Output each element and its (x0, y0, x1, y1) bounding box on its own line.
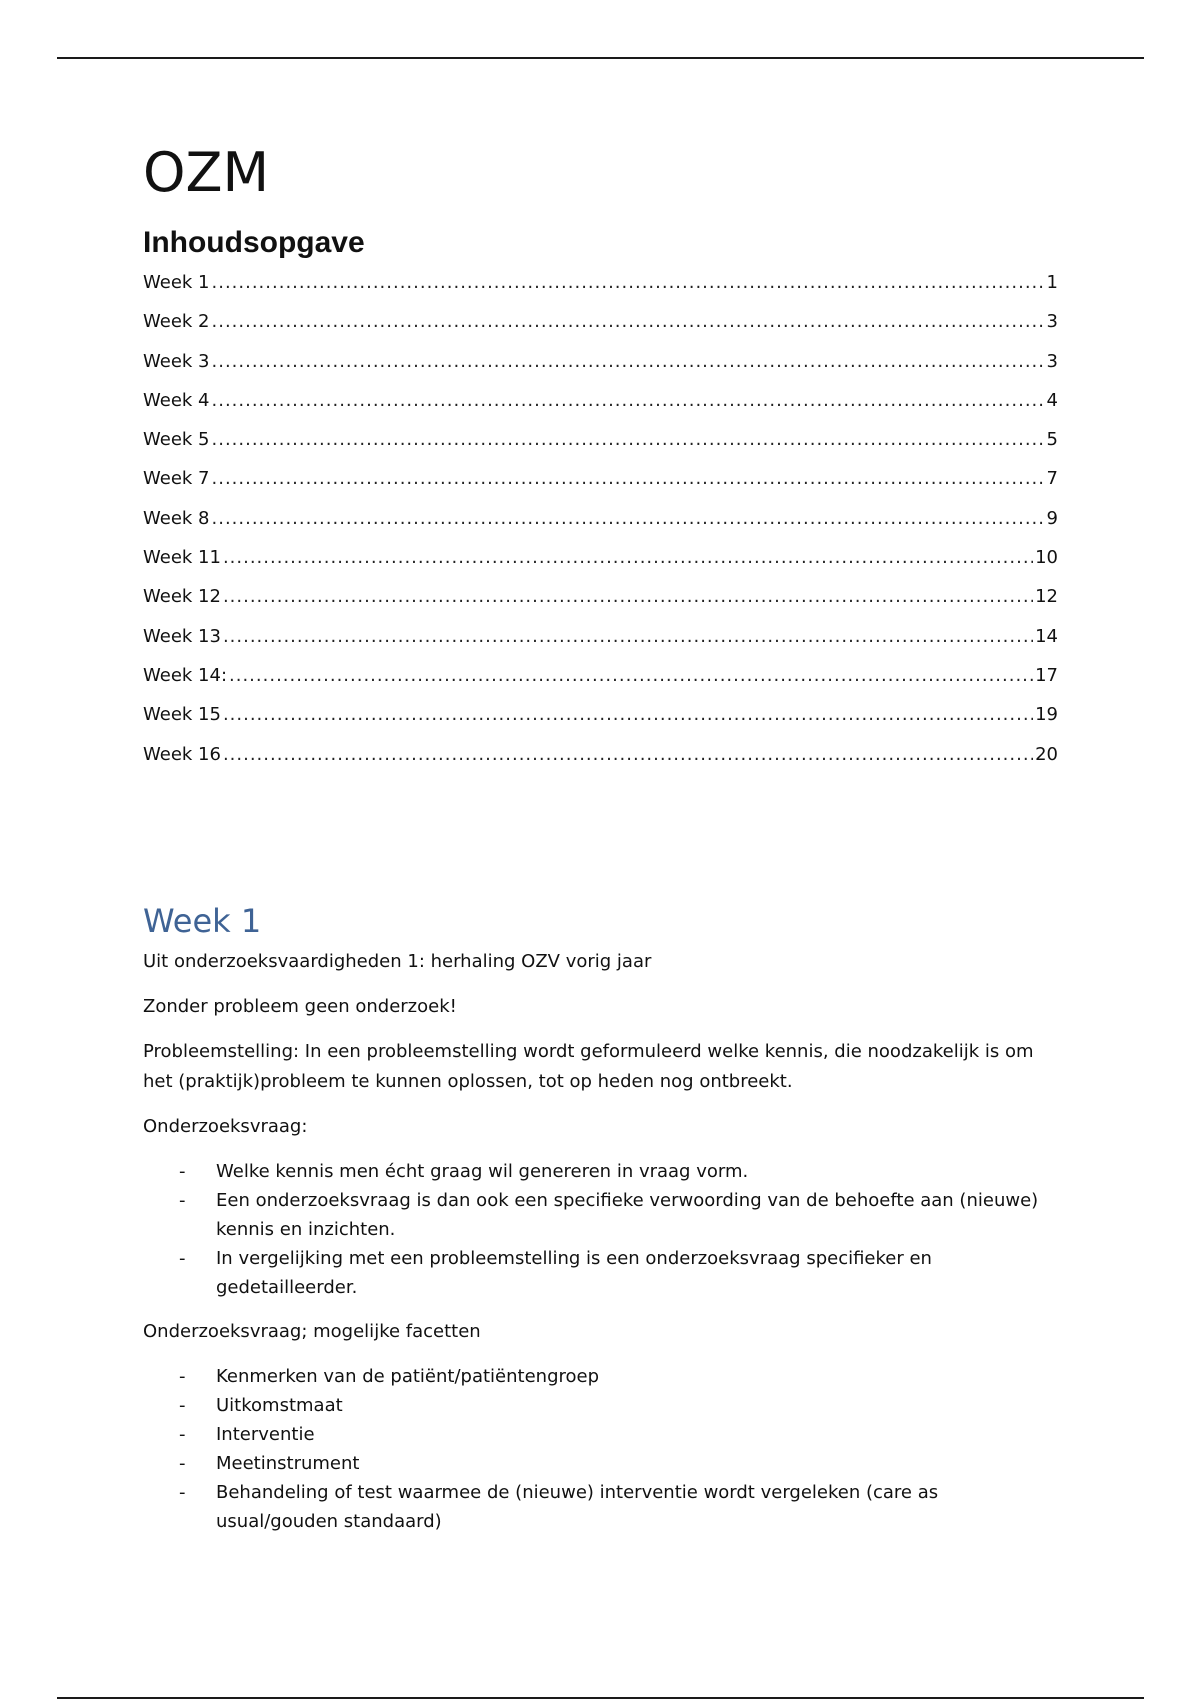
toc-entry-label: Week 3 (143, 350, 210, 372)
list-item-text: Kenmerken van de patiënt/patiëntengroep (216, 1365, 600, 1387)
toc-entry-label: Week 5 (143, 429, 210, 451)
bullet-dash: - (179, 1394, 186, 1416)
toc-dot-leader (212, 351, 1045, 372)
toc-entry-week-11[interactable] (143, 547, 1058, 586)
list-item (143, 1420, 1063, 1449)
toc-dot-leader (212, 272, 1045, 293)
list-item (143, 1186, 1063, 1244)
document-body (143, 138, 1063, 1551)
toc-entry-week-14[interactable] (143, 665, 1058, 704)
list-item (143, 1362, 1063, 1391)
toc-entry-page: 14 (1035, 625, 1058, 647)
list-item-text: Meetinstrument (216, 1452, 360, 1474)
list-item-text: Uitkomstmaat (216, 1394, 343, 1416)
list-item (143, 1244, 1063, 1302)
toc-dot-leader (212, 468, 1045, 489)
bullet-dash: - (179, 1189, 186, 1211)
paragraph: Onderzoeksvraag; mogelijke facetten (143, 1320, 481, 1342)
toc-dot-leader (223, 744, 1033, 765)
list-item (143, 1478, 1063, 1536)
bullet-dash: - (179, 1160, 186, 1182)
toc-dot-leader (212, 508, 1045, 529)
list-item-text: Welke kennis men écht graag wil genereren in vraag vorm. (216, 1160, 749, 1182)
bullet-list (143, 1157, 1063, 1302)
toc-entry-label: Week 12 (143, 586, 221, 608)
toc-dot-leader (223, 547, 1033, 568)
toc-entry-page: 10 (1035, 547, 1058, 569)
toc-entry-week-4[interactable] (143, 390, 1058, 429)
toc-entry-page: 3 (1046, 350, 1058, 372)
document-title: OZM (143, 141, 270, 204)
list-item-text: Behandeling of test waarmee de (nieuwe) interventie wordt vergeleken (care as usual/gouden standaard) (216, 1481, 939, 1532)
footer-rule (57, 1697, 1144, 1699)
toc-entry-week-5[interactable] (143, 429, 1058, 468)
list-item (143, 1391, 1063, 1420)
bullet-dash: - (179, 1423, 186, 1445)
toc-entry-week-2[interactable] (143, 311, 1058, 350)
table-of-contents (143, 272, 1058, 783)
toc-entry-week-15[interactable] (143, 704, 1058, 743)
toc-entry-week-1[interactable] (143, 272, 1058, 311)
toc-entry-label: Week 2 (143, 311, 210, 333)
bullet-list (143, 1362, 1063, 1536)
toc-dot-leader (223, 704, 1033, 725)
toc-entry-label: Week 4 (143, 389, 210, 411)
paragraph: Zonder probleem geen onderzoek! (143, 995, 457, 1017)
bullet-dash: - (179, 1481, 186, 1503)
toc-dot-leader (223, 586, 1033, 607)
toc-dot-leader (229, 665, 1033, 686)
toc-entry-label: Week 14: (143, 664, 228, 686)
toc-entry-week-16[interactable] (143, 744, 1058, 783)
toc-entry-page: 1 (1046, 272, 1058, 293)
toc-entry-label: Week 16 (143, 743, 221, 765)
list-item (143, 1449, 1063, 1478)
toc-dot-leader (212, 429, 1045, 450)
toc-entry-label: Week 1 (143, 272, 210, 293)
toc-dot-leader (212, 390, 1045, 411)
toc-entry-label: Week 11 (143, 547, 221, 569)
paragraph: Uit onderzoeksvaardigheden 1: herhaling OZV vorig jaar (143, 950, 652, 972)
list-item-text: Een onderzoeksvraag is dan ook een specifieke verwoording van de behoefte aan (nieuwe) kennis en inzichten. (216, 1189, 1039, 1240)
toc-heading: Inhoudsopgave (143, 226, 365, 259)
toc-entry-week-3[interactable] (143, 351, 1058, 390)
toc-entry-page: 19 (1035, 704, 1058, 726)
toc-entry-page: 12 (1035, 586, 1058, 608)
toc-entry-label: Week 15 (143, 704, 221, 726)
header-rule (57, 57, 1144, 59)
toc-entry-week-13[interactable] (143, 626, 1058, 665)
toc-entry-page: 17 (1035, 664, 1058, 686)
bullet-dash: - (179, 1247, 186, 1269)
toc-entry-label: Week 8 (143, 507, 210, 529)
toc-entry-week-8[interactable] (143, 508, 1058, 547)
toc-dot-leader (223, 626, 1033, 647)
toc-entry-page: 3 (1046, 311, 1058, 333)
week-1-heading: Week 1 (143, 901, 262, 940)
toc-entry-page: 7 (1046, 468, 1058, 490)
toc-entry-label: Week 7 (143, 468, 210, 490)
list-item-text: In vergelijking met een probleemstelling is een onderzoeksvraag specifieker en gedetailleerder. (216, 1247, 932, 1298)
bullet-dash: - (179, 1452, 186, 1474)
toc-dot-leader (212, 311, 1045, 332)
toc-entry-page: 5 (1046, 429, 1058, 451)
toc-entry-week-7[interactable] (143, 468, 1058, 507)
toc-entry-page: 9 (1046, 507, 1058, 529)
toc-entry-week-12[interactable] (143, 586, 1058, 625)
toc-entry-page: 4 (1046, 389, 1058, 411)
toc-entry-page: 20 (1035, 743, 1058, 765)
toc-entry-label: Week 13 (143, 625, 221, 647)
list-item-text: Interventie (216, 1423, 315, 1445)
list-item (143, 1157, 1063, 1186)
paragraph: Onderzoeksvraag: (143, 1115, 308, 1137)
paragraph: Probleemstelling: In een probleemstelling wordt geformuleerd welke kennis, die noodzakelijk is om het (praktijk)probleem te kunnen oplossen, tot op heden nog ontbreekt. (143, 1040, 1034, 1092)
bullet-dash: - (179, 1365, 186, 1387)
